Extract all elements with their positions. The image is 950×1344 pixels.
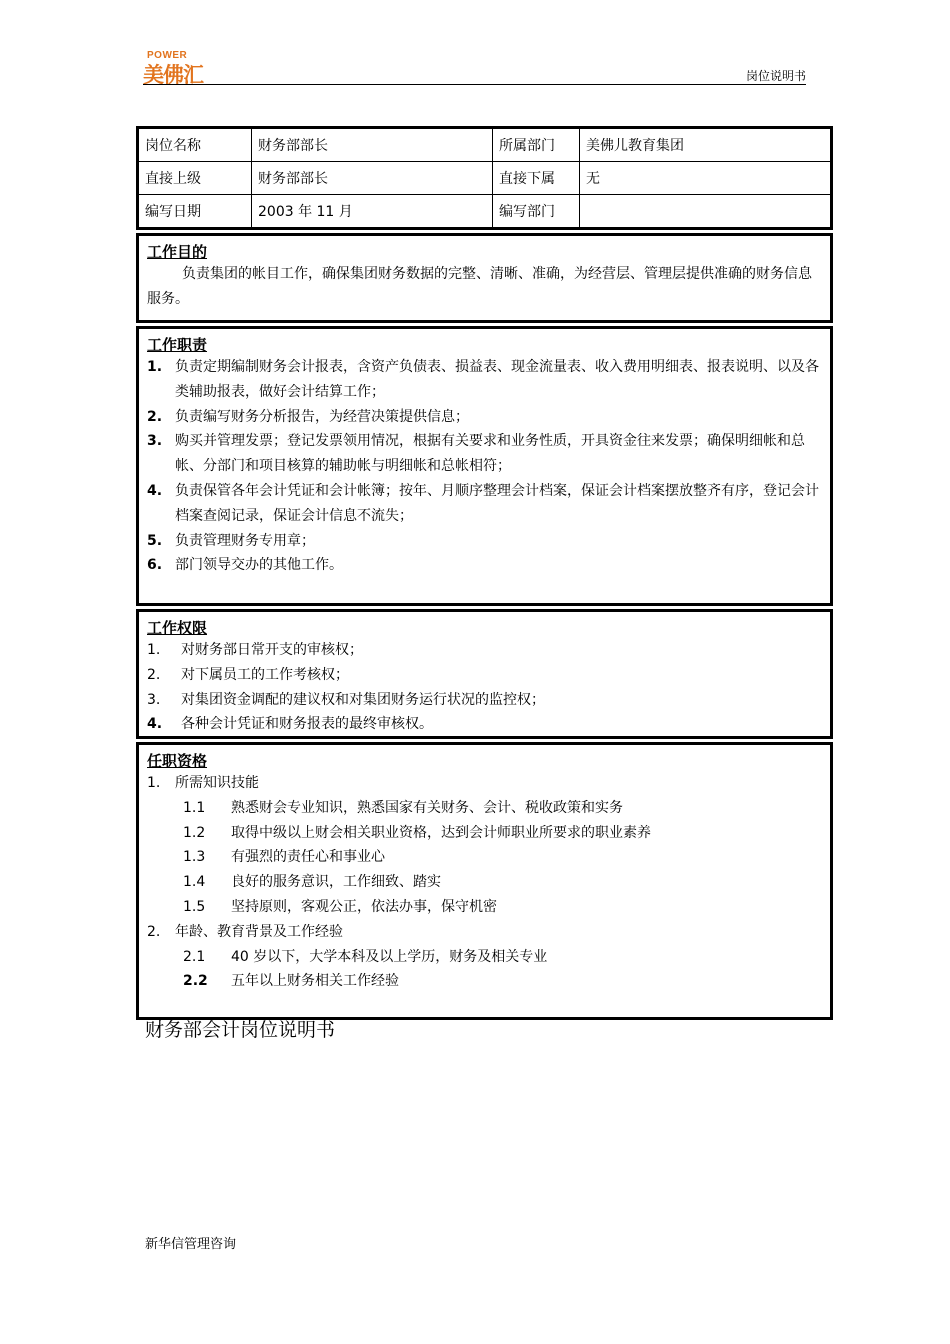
item-text: 所需知识技能	[175, 775, 259, 791]
value-direct-superior: 财务部部长	[252, 162, 493, 195]
value-position-name: 财务部部长	[252, 129, 493, 162]
info-table	[139, 129, 830, 227]
sub-list-item	[147, 969, 830, 994]
label-direct-superior: 直接上级	[139, 162, 252, 195]
list-item	[147, 771, 830, 796]
label-written-date: 编写日期	[139, 195, 252, 228]
list-item	[147, 479, 830, 529]
item-text: 部门领导交办的其他工作。	[175, 557, 343, 574]
job-description-frame	[136, 126, 833, 1020]
logo-chinese: 美佛汇	[143, 62, 203, 87]
item-text: 良好的服务意识，工作细致、踏实	[231, 874, 441, 891]
item-number: 3.	[147, 433, 163, 450]
permissions-section	[136, 609, 833, 739]
footer-company: 新华信管理咨询	[145, 1237, 237, 1252]
list-item	[147, 712, 830, 737]
item-text: 40 岁以下，大学本科及以上学历，财务及相关专业	[231, 948, 548, 965]
value-written-date: 2003 年 11 月	[252, 195, 493, 228]
item-number: 1.2	[183, 824, 206, 841]
item-number: 2.	[147, 408, 163, 425]
item-number: 1.1	[183, 799, 206, 816]
next-document-title: 财务部会计岗位说明书	[145, 1019, 336, 1041]
list-item	[147, 638, 830, 663]
item-text: 对财务部日常开支的审核权；	[181, 642, 363, 658]
duties-section	[136, 326, 833, 606]
list-item	[147, 663, 830, 688]
header-divider	[143, 84, 806, 85]
item-number: 4.	[147, 716, 163, 733]
permissions-list	[139, 638, 830, 737]
item-number: 2.1	[183, 948, 206, 965]
duties-list	[139, 355, 830, 578]
item-number: 3.	[147, 691, 161, 708]
goal-title: 工作目的	[147, 243, 208, 261]
qualifications-section	[136, 742, 833, 1020]
qualifications-title: 任职资格	[147, 752, 208, 770]
item-number: 6.	[147, 557, 163, 574]
item-number: 2.	[147, 666, 161, 683]
list-item	[147, 529, 830, 554]
value-department: 美佛儿教育集团	[580, 129, 831, 162]
item-text: 五年以上财务相关工作经验	[231, 973, 399, 990]
value-direct-subordinate: 无	[580, 162, 831, 195]
permissions-title: 工作权限	[147, 619, 208, 637]
sub-list-item	[147, 845, 830, 870]
item-text: 负责编写财务分析报告，为经营决策提供信息；	[175, 408, 469, 425]
item-number: 1.3	[183, 849, 206, 866]
item-text: 年龄、教育背景及工作经验	[175, 923, 343, 940]
list-item	[147, 429, 830, 479]
qualifications-list	[139, 771, 830, 994]
label-direct-subordinate: 直接下属	[493, 162, 580, 195]
sub-list-item	[147, 895, 830, 920]
goal-section	[136, 233, 833, 323]
sub-list-item	[147, 796, 830, 821]
list-item	[147, 920, 830, 945]
item-text: 取得中级以上财会相关职业资格，达到会计师职业所要求的职业素养	[231, 824, 651, 841]
item-text: 对下属员工的工作考核权；	[181, 666, 349, 683]
item-number: 4.	[147, 482, 163, 499]
item-number: 1.	[147, 642, 161, 658]
value-written-department	[580, 195, 831, 228]
goal-text: 负责集团的帐目工作，确保集团财务数据的完整、清晰、准确，为经营层、管理层提供准确的财务信息服务。	[147, 266, 812, 307]
item-number: 2.	[147, 923, 161, 940]
list-item	[147, 553, 830, 578]
item-text: 负责保管各年会计凭证和会计帐簿；按年、月顺序整理会计档案，保证会计档案摆放整齐有序，登记会计档案查阅记录，保证会计信息不流失；	[175, 482, 819, 524]
item-number: 1.	[147, 775, 161, 791]
list-item	[147, 688, 830, 713]
item-text: 购买并管理发票；登记发票领用情况，根据有关要求和业务性质，开具资金往来发票；确保明细帐和总帐、分部门和项目核算的辅助帐与明细帐和总帐相符；	[175, 433, 805, 475]
info-row	[139, 162, 830, 195]
label-written-department: 编写部门	[493, 195, 580, 228]
list-item	[147, 355, 830, 405]
logo-english: POWER	[147, 50, 188, 61]
info-row	[139, 195, 830, 228]
item-text: 负责管理财务专用章；	[175, 532, 315, 549]
sub-list-item	[147, 945, 830, 970]
item-text: 熟悉财会专业知识，熟悉国家有关财务、会计、税收政策和实务	[231, 799, 623, 816]
label-position-name: 岗位名称	[139, 129, 252, 162]
item-number: 1.	[147, 359, 163, 375]
sub-list-item	[147, 821, 830, 846]
item-number: 1.4	[183, 874, 206, 891]
company-logo	[143, 50, 203, 87]
item-text: 各种会计凭证和财务报表的最终审核权。	[181, 716, 433, 733]
item-number: 5.	[147, 532, 163, 549]
item-text: 对集团资金调配的建议权和对集团财务运行状况的监控权；	[181, 691, 545, 708]
sub-list-item	[147, 870, 830, 895]
item-text: 负责定期编制财务会计报表，含资产负债表、损益表、现金流量表、收入费用明细表、报表说明、以及各类辅助报表，做好会计结算工作；	[175, 359, 819, 400]
item-text: 有强烈的责任心和事业心	[231, 849, 385, 866]
item-number: 1.5	[183, 898, 206, 915]
item-text: 坚持原则，客观公正，依法办事，保守机密	[231, 898, 497, 915]
info-box	[136, 126, 833, 230]
label-department: 所属部门	[493, 129, 580, 162]
info-row	[139, 129, 830, 162]
list-item	[147, 405, 830, 430]
header-doc-type: 岗位说明书	[745, 69, 806, 83]
item-number: 2.2	[183, 973, 208, 990]
duties-title: 工作职责	[147, 336, 208, 354]
